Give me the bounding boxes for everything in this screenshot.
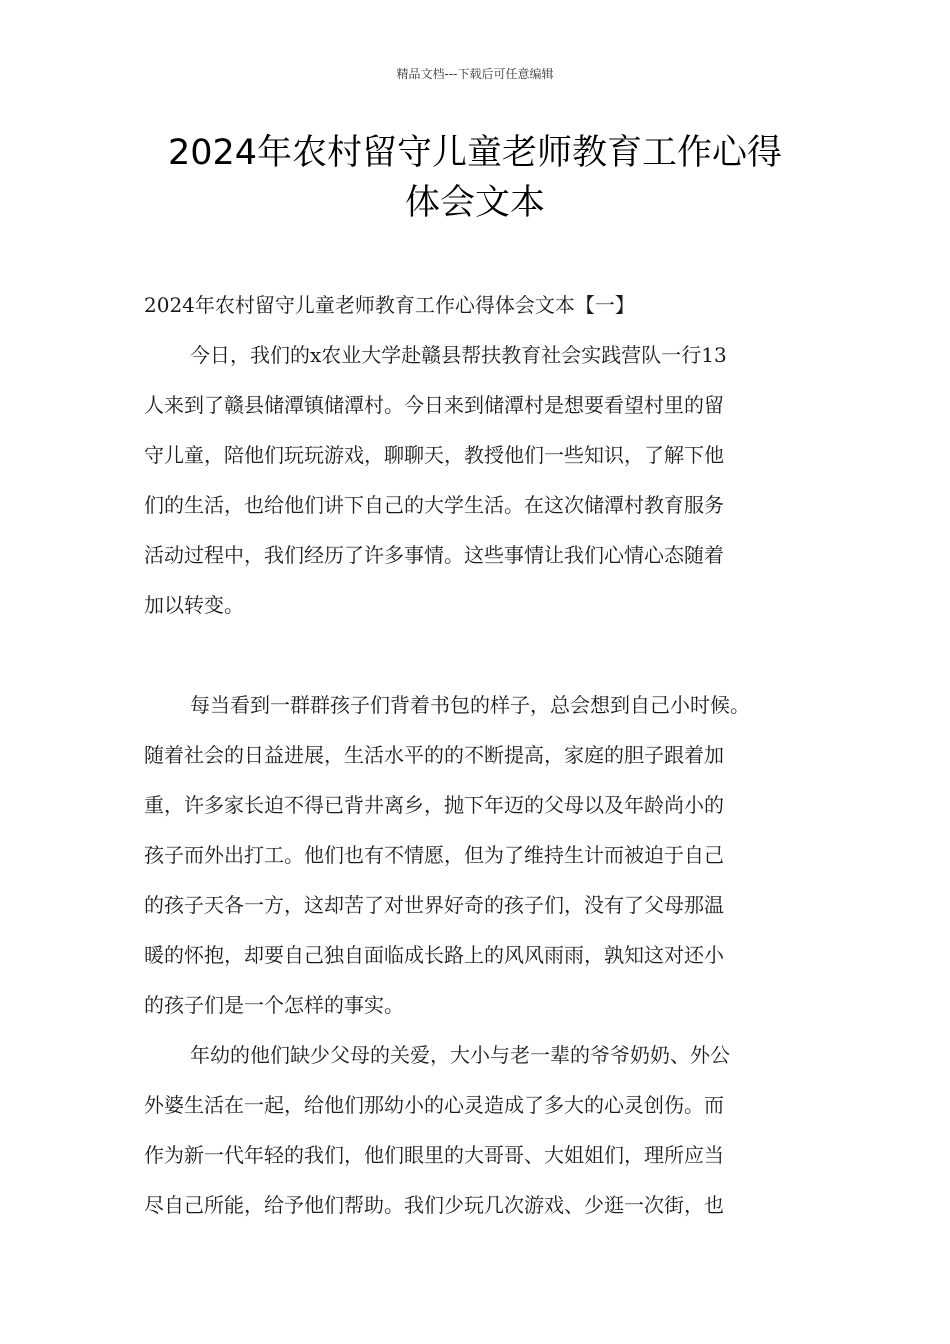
paragraph-line: 暖的怀抱，却要自己独自面临成长路上的风风雨雨，孰知这对还小	[144, 943, 724, 967]
paragraph-line: 每当看到一群群孩子们背着书包的样子，总会想到自己小时候。	[190, 693, 750, 717]
paragraph-line: 尽自己所能，给予他们帮助。我们少玩几次游戏、少逛一次街，也	[144, 1193, 724, 1217]
paragraph-3	[144, 1030, 816, 1230]
title-line-1: 2024年农村留守儿童老师教育工作心得	[167, 133, 783, 173]
paragraph-line: 孩子而外出打工。他们也有不情愿，但为了维持生计而被迫于自己	[144, 843, 724, 867]
header-note: 精品文档---下载后可任意编辑	[396, 67, 554, 81]
paragraph-2	[144, 680, 816, 1030]
paragraph-line: 活动过程中，我们经历了许多事情。这些事情让我们心情心态随着	[144, 543, 724, 567]
paragraph-line: 今日，我们的x农业大学赴赣县帮扶教育社会实践营队一行13	[190, 343, 727, 367]
document-title	[100, 128, 850, 228]
body-text	[144, 280, 816, 1230]
paragraph-line: 随着社会的日益进展，生活水平的的不断提高，家庭的胆子跟着加	[144, 743, 724, 767]
paragraph-line: 作为新一代年轻的我们，他们眼里的大哥哥、大姐姐们，理所应当	[144, 1143, 724, 1167]
paragraph-line: 的孩子们是一个怎样的事实。	[144, 993, 404, 1017]
paragraph-line: 外婆生活在一起，给他们那幼小的心灵造成了多大的心灵创伤。而	[144, 1093, 724, 1117]
paragraph-1	[144, 330, 816, 630]
paragraph-line: 重，许多家长迫不得已背井离乡，抛下年迈的父母以及年龄尚小的	[144, 793, 724, 817]
paragraph-line: 们的生活，也给他们讲下自己的大学生活。在这次储潭村教育服务	[144, 493, 724, 517]
paragraph-line: 人来到了赣县储潭镇储潭村。今日来到储潭村是想要看望村里的留	[144, 393, 724, 417]
paragraph-line: 年幼的他们缺少父母的关爱，大小与老一辈的爷爷奶奶、外公	[190, 1043, 730, 1067]
section-heading: 2024年农村留守儿童老师教育工作心得体会文本【一】	[144, 293, 635, 317]
paragraph-line: 的孩子天各一方，这却苦了对世界好奇的孩子们，没有了父母那温	[144, 893, 724, 917]
blank-line	[144, 630, 816, 680]
title-line-2: 体会文本	[404, 183, 545, 223]
paragraph-line: 加以转变。	[144, 593, 244, 617]
paragraph-line: 守儿童，陪他们玩玩游戏，聊聊天，教授他们一些知识，了解下他	[144, 443, 724, 467]
